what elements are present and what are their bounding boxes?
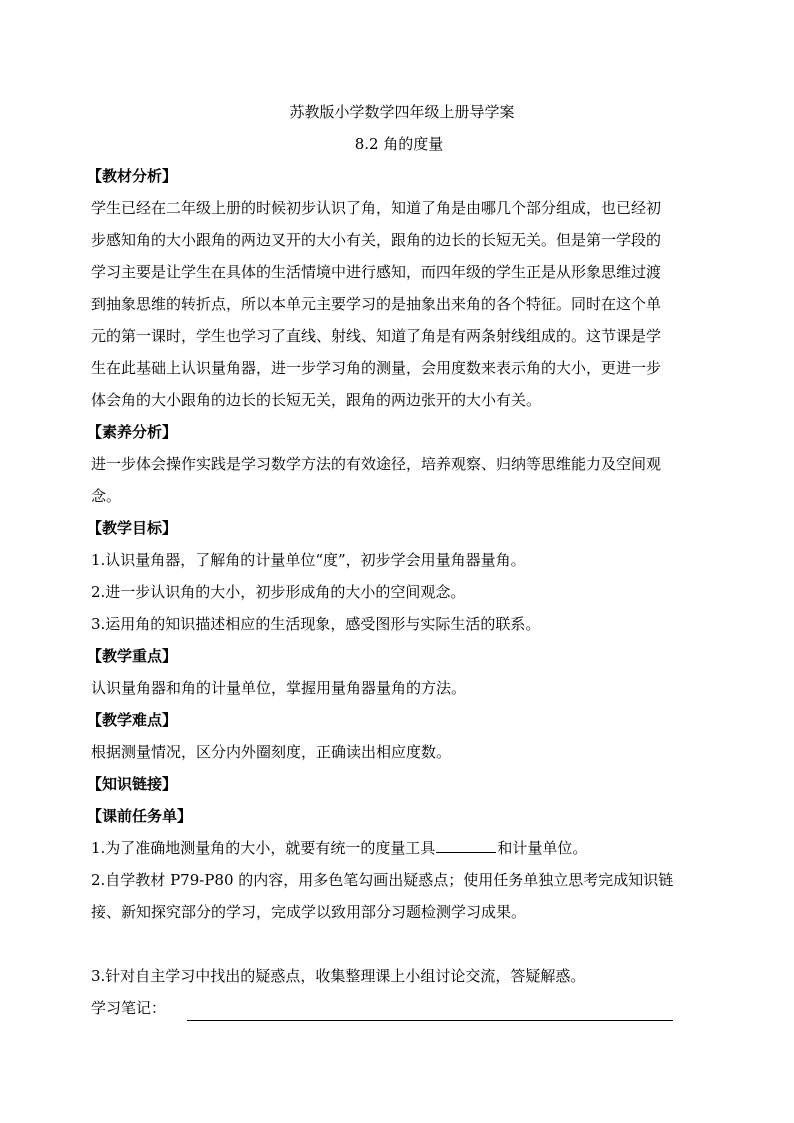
task-item-2-line: 2.自学教材 P79-P80 的内容，用多色笔勾画出疑惑点；使用任务单独立思考完成知识链 <box>91 871 674 889</box>
document-title: 苏教版小学数学四年级上册导学案 <box>289 103 515 121</box>
textbook-analysis-paragraph <box>91 192 707 416</box>
literacy-analysis-paragraph <box>91 448 707 512</box>
paragraph-line: 念。 <box>91 487 122 505</box>
section-heading-knowledge-links: 【知识链接】 <box>87 775 178 793</box>
section-heading-preclass-tasks: 【课前任务单】 <box>87 807 193 825</box>
paragraph-line: 学生已经在二年级上册的时候初步认识了角，知道了角是由哪几个部分组成，也已经初 <box>91 199 662 217</box>
paragraph-line: 元的第一课时，学生也学习了直线、射线、知道了角是有两条射线组成的。这节课是学 <box>91 327 662 345</box>
paragraph-line: 步感知角的大小跟角的两边叉开的大小有关，跟角的边长的长短无关。但是第一学段的 <box>91 231 662 249</box>
task-item-1 <box>91 832 707 864</box>
goal-item: 1.认识量角器，了解角的计量单位“度”，初步学会用量角器量角。 <box>91 551 526 569</box>
section-heading-literacy-analysis: 【素养分析】 <box>87 423 178 441</box>
task-item-3: 3.针对自主学习中找出的疑惑点，收集整理课上小组讨论交流，答疑解惑。 <box>91 967 586 985</box>
paragraph-line: 进一步体会操作实践是学习数学方法的有效途径，培养观察、归纳等思维能力及空间观 <box>91 455 662 473</box>
study-notes-label: 学习笔记： <box>91 999 167 1017</box>
key-points-text: 认识量角器和角的计量单位，掌握用量角器量角的方法。 <box>91 679 467 697</box>
lesson-title: 8.2 角的度量 <box>354 135 444 153</box>
paragraph-line: 体会角的大小跟角的边长的长短无关，跟角的两边张开的大小有关。 <box>91 391 542 409</box>
document-page <box>87 96 707 1024</box>
study-notes-row <box>91 992 707 1024</box>
section-heading-key-points: 【教学重点】 <box>87 647 178 665</box>
goal-item: 2.进一步认识角的大小，初步形成角的大小的空间观念。 <box>91 583 466 601</box>
paragraph-line: 学习主要是让学生在具体的生活情境中进行感知，而四年级的学生正是从形象思维过渡 <box>91 263 662 281</box>
section-heading-textbook-analysis: 【教材分析】 <box>87 167 178 185</box>
paragraph-line: 到抽象思维的转折点，所以本单元主要学习的是抽象出来角的各个特征。同时在这个单 <box>91 295 662 313</box>
notes-writing-line[interactable] <box>187 1020 673 1021</box>
task-item-2-line: 接、新知探究部分的学习，完成学以致用部分习题检测学习成果。 <box>91 903 527 921</box>
section-heading-teaching-goals: 【教学目标】 <box>87 519 178 537</box>
task-item-1-text: 1.为了准确地测量角的大小，就要有统一的度量工具 <box>91 839 436 857</box>
section-heading-difficulties: 【教学难点】 <box>87 711 178 729</box>
paragraph-line: 生在此基础上认识量角器，进一步学习角的测量，会用度数来表示角的大小，更进一步 <box>91 359 662 377</box>
goal-item: 3.运用角的知识描述相应的生活现象，感受图形与实际生活的联系。 <box>91 615 541 633</box>
difficulties-text: 根据测量情况，区分内外圈刻度，正确读出相应度数。 <box>91 743 452 761</box>
task-item-1-text-end: 和计量单位。 <box>497 839 588 857</box>
blank-line <box>91 928 707 960</box>
fill-in-blank[interactable] <box>436 837 496 853</box>
